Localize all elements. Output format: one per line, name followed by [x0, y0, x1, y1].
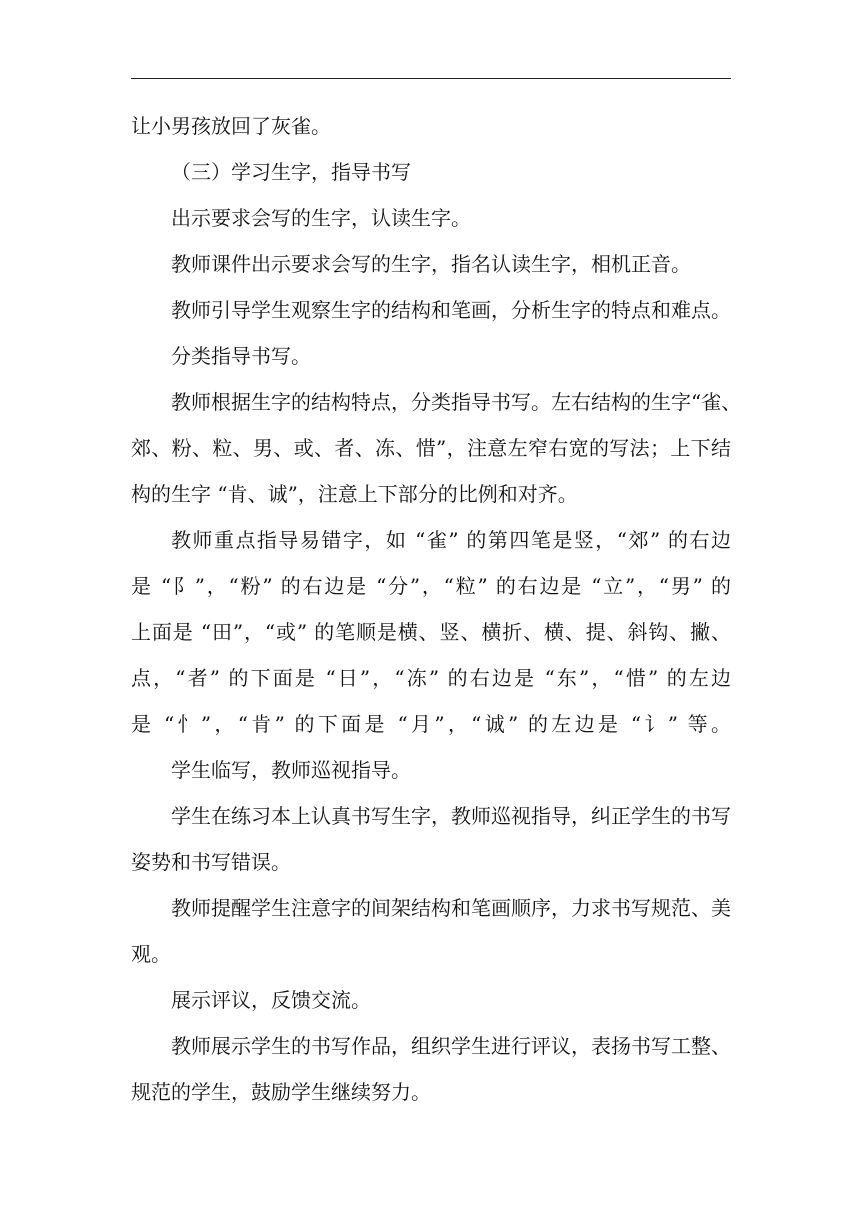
text-line: 出示要求会写的生字，认读生字。	[171, 206, 471, 230]
section-heading: （三）学习生字，指导书写	[171, 160, 411, 184]
text-line: 学生在练习本上认真书写生字，教师巡视指导，纠正学生的书写	[171, 804, 731, 828]
text-line: 观。	[131, 942, 171, 966]
text-line: 上面是 “田”，“或” 的笔顺是横、竖、横折、横、提、斜钩、撇、	[131, 620, 731, 644]
text-line: 构的生字 “肯、诚”，注意上下部分的比例和对齐。	[131, 482, 578, 506]
text-line: 教师重点指导易错字，如 “雀” 的第四笔是竖，“郊” 的右边	[171, 528, 731, 552]
text-line: 学生临写，教师巡视指导。	[171, 758, 411, 782]
text-line: 展示评议，反馈交流。	[171, 988, 371, 1012]
text-line: 教师课件出示要求会写的生字，指名认读生字，相机正音。	[171, 252, 691, 276]
header-rule	[131, 78, 731, 79]
text-line: 教师根据生字的结构特点，分类指导书写。左右结构的生字“雀、	[171, 390, 742, 414]
text-line: 郊、粉、粒、男、或、者、冻、惜”，注意左窄右宽的写法；上下结	[131, 436, 731, 460]
text-line: 教师提醒学生注意字的间架结构和笔画顺序，力求书写规范、美	[171, 896, 731, 920]
text-line: 让小男孩放回了灰雀。	[131, 114, 331, 138]
text-line: 分类指导书写。	[171, 344, 311, 368]
text-line: 是 “忄”，“肯” 的下面是 “月”，“诚” 的左边是 “讠” 等。	[131, 712, 731, 736]
text-line: 点，“者” 的下面是 “日”，“冻” 的右边是 “东”，“惜” 的左边	[131, 666, 731, 690]
text-line: 规范的学生，鼓励学生继续努力。	[131, 1080, 431, 1104]
text-line: 教师引导学生观察生字的结构和笔画，分析生字的特点和难点。	[171, 298, 731, 322]
text-line: 是 “阝”，“粉” 的右边是 “分”，“粒” 的右边是 “立”，“男” 的	[131, 574, 731, 598]
text-line: 教师展示学生的书写作品，组织学生进行评议，表扬书写工整、	[171, 1034, 731, 1058]
text-line: 姿势和书写错误。	[131, 850, 291, 874]
